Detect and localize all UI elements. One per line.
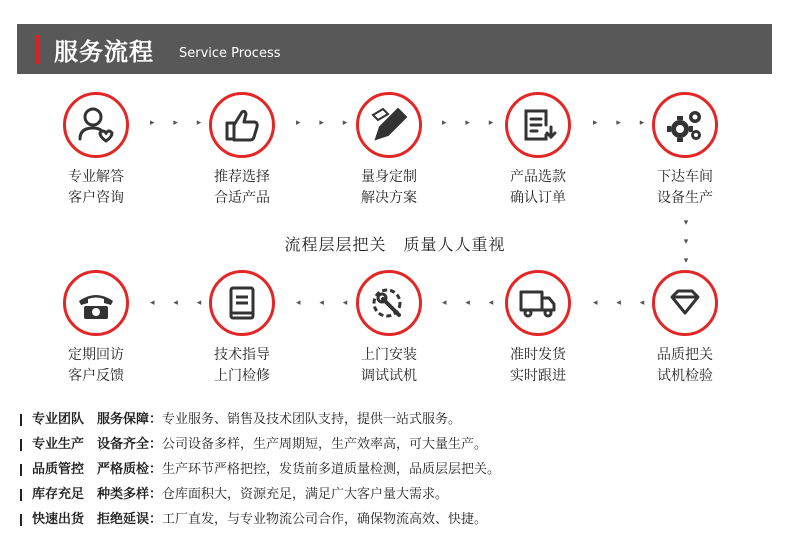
feature-row: 品质管控 严格质检：生产环节严格把控，发货前多道质量检测，品质层层把关。 (20, 460, 500, 480)
section-header (17, 24, 772, 74)
step-label-4: 产品选款 确认订单 (510, 169, 566, 206)
header-accent-bar (35, 35, 40, 64)
step-label-9: 技术指导 上门检修 (214, 347, 270, 384)
feature-row: 库存充足 种类多样：仓库面积大，资源充足，满足广大客户量大需求。 (20, 485, 448, 505)
step-label-2: 推荐选择 合适产品 (214, 169, 270, 206)
header-title: 服务流程 (54, 38, 154, 66)
pencil-icon (356, 92, 422, 158)
diamond-icon (652, 270, 718, 336)
step-label-3: 量身定制 解决方案 (361, 169, 417, 206)
book-icon (209, 270, 275, 336)
connector-arrows-back: ◂ ◂ ◂ (442, 298, 502, 308)
feature-row: 专业团队 服务保障：专业服务、销售及技术团队支持，提供一站式服务。 (20, 410, 461, 430)
bullet-marker (20, 464, 22, 476)
bullet-marker (20, 439, 22, 451)
connector-arrows-back: ◂ ◂ ◂ (593, 298, 653, 308)
step-label-1: 专业解答 客户咨询 (68, 169, 124, 206)
step-label-8: 上门安装 调试试机 (361, 347, 417, 384)
bullet-marker (20, 414, 22, 426)
thumbs-up-icon (209, 92, 275, 158)
header-subtitle: Service Process (179, 46, 281, 61)
gears-icon (652, 92, 718, 158)
feature-row: 专业生产 设备齐全：公司设备多样，生产周期短，生产效率高，可大量生产。 (20, 435, 487, 455)
bullet-marker (20, 489, 22, 501)
connector-arrows: ▸ ▸ ▸ (442, 118, 502, 128)
step-label-10: 定期回访 客户反馈 (68, 347, 124, 384)
connector-arrows-back: ◂ ◂ ◂ (296, 298, 356, 308)
connector-arrows-back: ◂ ◂ ◂ (150, 298, 210, 308)
step-label-5: 下达车间 设备生产 (657, 169, 713, 206)
connector-arrows: ▸ ▸ ▸ (593, 118, 653, 128)
connector-arrows: ▸ ▸ ▸ (150, 118, 210, 128)
truck-icon (505, 270, 571, 336)
user-heart-icon (63, 92, 129, 158)
telephone-icon (63, 270, 129, 336)
document-download-icon (505, 92, 571, 158)
feature-row: 快速出货 拒绝延误：工厂直发，与专业物流公司合作，确保物流高效、快捷。 (20, 510, 487, 530)
bullet-marker (20, 514, 22, 526)
connector-down-arrows: ▾ ▾ ▾ (683, 218, 689, 266)
connector-arrows: ▸ ▸ ▸ (296, 118, 356, 128)
step-label-7: 准时发货 实时跟进 (510, 347, 566, 384)
slogan: 流程层层把关 质量人人重视 (284, 235, 506, 254)
wrench-gear-icon (356, 270, 422, 336)
step-label-6: 品质把关 试机检验 (657, 347, 713, 384)
